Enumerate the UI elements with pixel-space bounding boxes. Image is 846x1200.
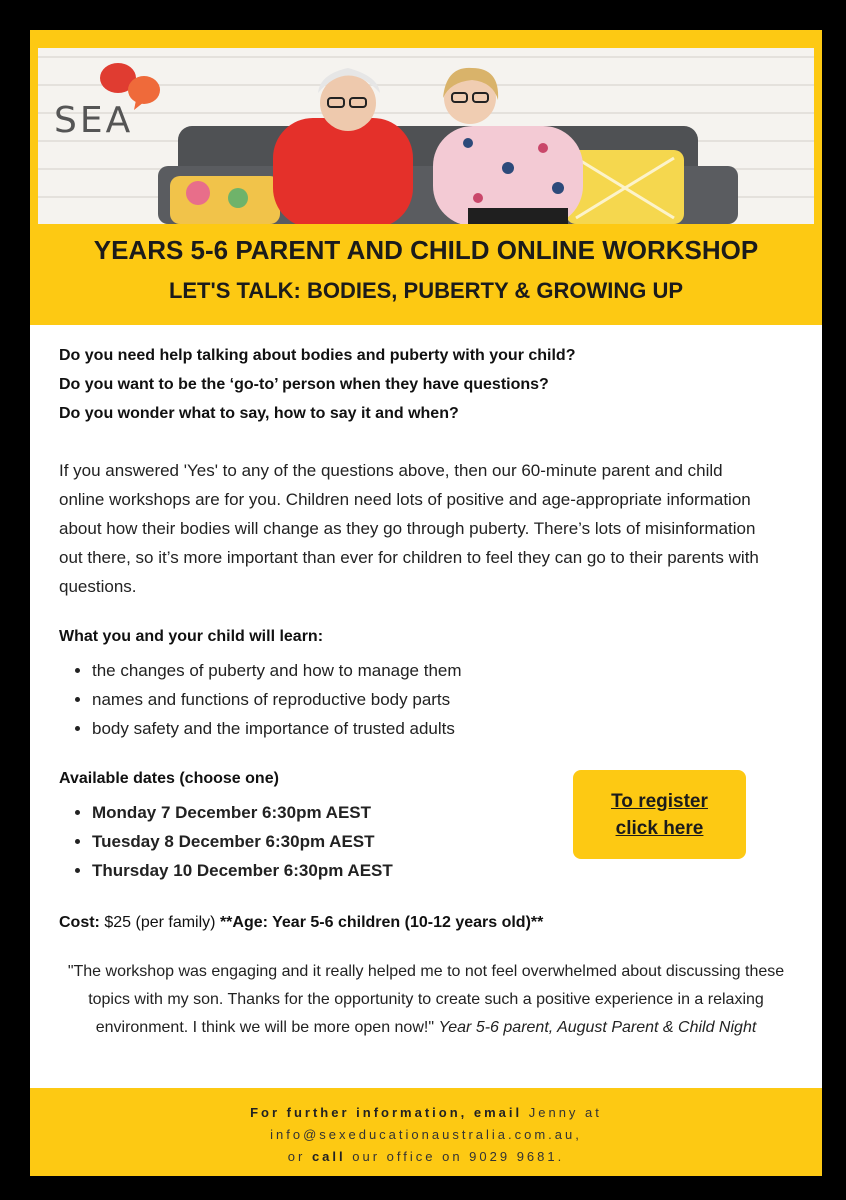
flyer-page <box>30 30 822 1176</box>
list-item: • names and functions of reproductive body parts <box>92 685 462 714</box>
page-subtitle: LET'S TALK: BODIES, PUBERTY & GROWING UP <box>168 278 684 303</box>
age-info: **Age: Year 5-6 children (10-12 years old)** <box>219 914 544 931</box>
photo-illustration <box>38 48 814 224</box>
footer-email-link[interactable]: info@sexeducationaustralia.com.au, <box>270 1127 582 1142</box>
intro-paragraph: If you answered 'Yes' to any of the questions above, then our 60-minute parent and child online workshops are for you. Children need lots of positive and age-appropriate information about how their bodies will change as they go through puberty. There’s lots of misinformation out there, so it’s more important than ever for children to feel they can go to their parents with questions. <box>59 461 759 596</box>
footer-line-1 <box>30 1102 822 1124</box>
question-2: Do you want to be the ‘go-to’ person when they have questions? <box>59 376 549 393</box>
testimonial-attribution: Year 5-6 parent, August Parent & Child Night <box>438 1019 757 1036</box>
sea-logo: SEA <box>54 100 134 141</box>
register-line-2[interactable]: click here <box>615 817 704 839</box>
footer-phone: our office on 9029 9681. <box>352 1149 565 1164</box>
footer-band <box>30 1088 822 1176</box>
register-link-text[interactable] <box>595 788 725 842</box>
footer-info-rest: Jenny at <box>528 1105 602 1120</box>
footer-call: call <box>311 1149 346 1164</box>
footer-info-bold: For further information, email <box>250 1105 523 1120</box>
dates-list <box>72 798 393 885</box>
list-item: • body safety and the importance of trusted adults <box>92 714 462 743</box>
date-item: • Tuesday 8 December 6:30pm AEST <box>92 827 393 856</box>
questions-block <box>59 341 575 428</box>
header-photo <box>38 48 814 224</box>
header-band <box>30 30 822 325</box>
date-item: • Monday 7 December 6:30pm AEST <box>92 798 393 827</box>
cost-value: $25 (per family) <box>104 914 216 931</box>
register-button[interactable] <box>573 770 746 859</box>
learn-list <box>72 656 462 743</box>
register-line-1[interactable]: To register <box>611 790 708 812</box>
footer-line-3 <box>30 1146 822 1168</box>
testimonial <box>60 958 792 1042</box>
question-1: Do you need help talking about bodies and puberty with your child? <box>59 347 576 364</box>
cost-label: Cost: <box>59 914 100 931</box>
cost-line <box>59 914 543 932</box>
footer-or: or <box>287 1149 306 1164</box>
learn-heading: What you and your child will learn: <box>59 628 324 645</box>
list-item: • the changes of puberty and how to manage them <box>92 656 462 685</box>
question-3: Do you wonder what to say, how to say it and when? <box>59 405 459 422</box>
page-title: YEARS 5-6 PARENT AND CHILD ONLINE WORKSHOP <box>93 235 759 265</box>
testimonial-quote: "The workshop was engaging and it really helped me to not feel overwhelmed about discussing these topics with my son. Thanks for the opportunity to create such a positive experience in a relaxing environment. I think we will be more open now!" <box>67 963 785 1036</box>
dates-heading: Available dates (choose one) <box>59 770 279 787</box>
date-item: • Thursday 10 December 6:30pm AEST <box>92 856 393 885</box>
